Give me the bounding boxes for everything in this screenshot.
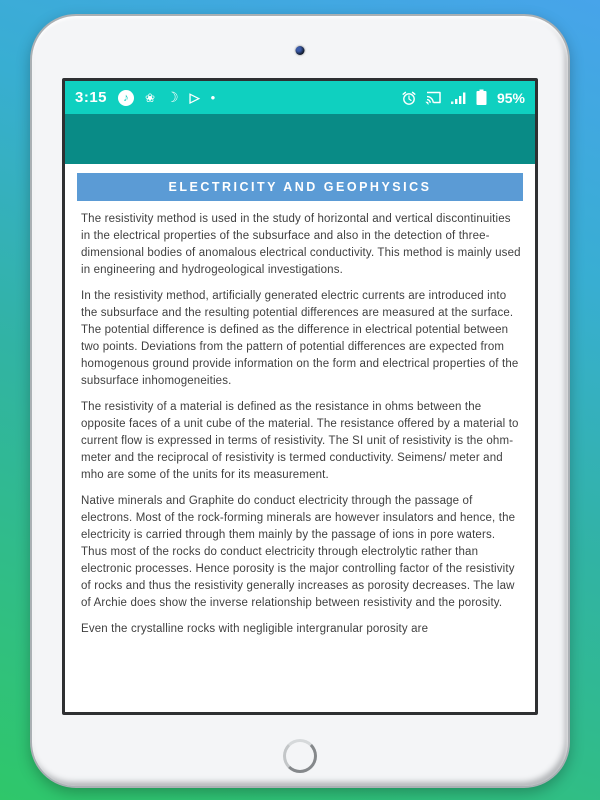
device-screen bbox=[62, 78, 538, 715]
play-store-icon: ▷ bbox=[189, 89, 200, 105]
clock-time: 3:15 bbox=[75, 89, 108, 106]
document-scroll-area[interactable] bbox=[65, 164, 535, 715]
signal-icon bbox=[450, 90, 468, 105]
status-bar[interactable] bbox=[65, 81, 535, 114]
status-bar-right bbox=[401, 89, 525, 106]
paragraph-4: Native minerals and Graphite do conduct electricity through the passage of electrons. Most of the rock-forming minerals are however insulators and hence, the electricity is carried through them mainly by the passage of ions in pore waters. Thus most of the rocks do conduct electricity through electrolytic rather than electronic processes. Hence porosity is the major controlling factor of the resistivity of rocks and thus the resistivity generally increases as porosity decreases. The law of Archie does show the inverse relationship between resistivity and the porosity. bbox=[81, 495, 516, 609]
status-bar-left bbox=[75, 89, 401, 106]
alarm-icon bbox=[401, 90, 417, 106]
page-title: ELECTRICITY AND GEOPHYSICS bbox=[77, 173, 523, 201]
battery-icon bbox=[476, 89, 487, 106]
paragraph-1: The resistivity method is used in the study of horizontal and vertical discontinuities in the electrical properties of the subsurface and also in the detection of three-dimensional bodies of anomalous electrical conductivity. This method is mainly used in engineering and hydrogeological investigations. bbox=[81, 213, 521, 276]
cast-icon bbox=[425, 90, 442, 105]
paragraph-2: In the resistivity method, artificially generated electric currents are introduced into the subsurface and the resulting potential differences are measured at the surface. The potential difference is defined as the difference in electrical potential between two points. Deviations from the pattern of potential differences are expected from homogenous ground provide information on the form and electrical properties of the subsurface inhomogeneities. bbox=[81, 290, 519, 387]
paragraph-5: Even the crystalline rocks with negligible intergranular porosity are bbox=[81, 623, 429, 635]
battery-percent: 95% bbox=[496, 89, 525, 106]
paragraph-3: The resistivity of a material is defined as the resistance in ohms between the opposite faces of a unit cube of the material. The resistance offered by a material to current flow is expressed in terms of resistivity. The SI unit of resistivity is the ohm-meter and the reciprocal of resistivity is termed conductivity. Seimens/ meter and mho are some of the units for its measurement. bbox=[81, 401, 519, 481]
app-badge-icon: ❀ bbox=[145, 90, 156, 105]
notification-dot-icon: • bbox=[210, 90, 216, 105]
home-button[interactable] bbox=[283, 739, 317, 773]
front-camera-icon bbox=[296, 46, 305, 55]
music-note-icon: ♪ bbox=[118, 90, 134, 106]
do-not-disturb-moon-icon: ☾ bbox=[166, 89, 179, 105]
document-body bbox=[65, 201, 535, 638]
tablet-frame bbox=[30, 14, 570, 788]
app-toolbar bbox=[65, 114, 535, 164]
